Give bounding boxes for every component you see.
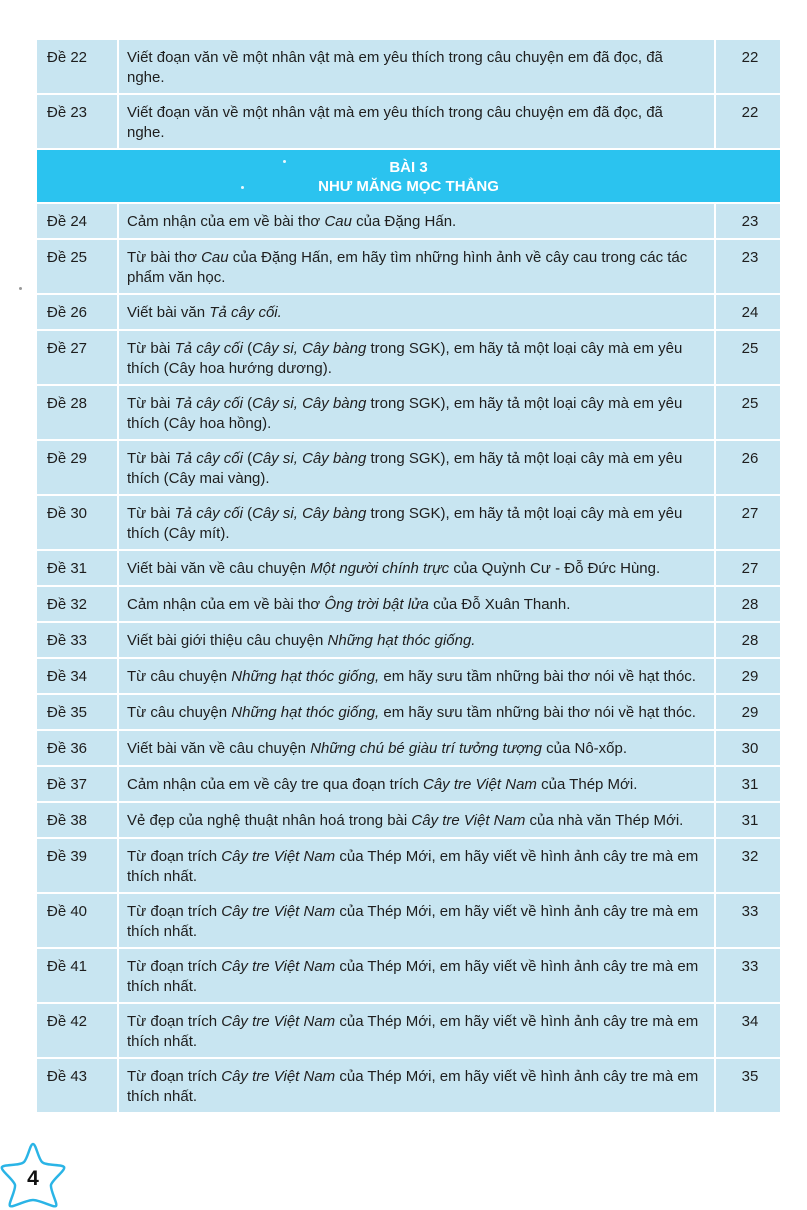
exercise-code: Đề 35 (37, 695, 119, 729)
exercise-code: Đề 33 (37, 623, 119, 657)
text-segment: ( (242, 395, 253, 412)
italic-title-segment: Cây tre Việt Nam (423, 776, 537, 793)
scan-speck (19, 287, 22, 290)
italic-title-segment: Ông trời bật lửa (324, 596, 429, 613)
text-segment: của Thép Mới, em hãy viết về hình ảnh cây tre mà em thích nhất. (127, 903, 699, 940)
page-reference: 29 (716, 659, 780, 693)
italic-title-segment: Những hạt thóc giống. (327, 632, 476, 649)
italic-title-segment: Tả cây cối. (209, 304, 282, 321)
text-segment: Viết bài văn (127, 304, 210, 321)
italic-title-segment: Cây tre Việt Nam (221, 1013, 336, 1030)
exercise-description (119, 695, 716, 729)
exercise-code: Đề 34 (37, 659, 119, 693)
exercise-code: Đề 37 (37, 767, 119, 801)
page-reference: 27 (716, 496, 780, 549)
lesson-number: BÀI 3 (389, 159, 428, 176)
table-row (37, 1059, 780, 1114)
exercise-code: Đề 42 (37, 1004, 119, 1057)
exercise-code: Đề 22 (37, 40, 119, 93)
exercise-description (119, 331, 716, 384)
text-segment: của Thép Mới. (536, 776, 638, 793)
page-reference: 24 (716, 295, 780, 329)
text-segment: trong SGK), em hãy tả một loại cây mà em yêu thích (Cây mai vàng). (127, 450, 683, 487)
header-dot (283, 160, 286, 163)
exercise-description (119, 95, 716, 148)
lesson-title: NHƯ MĂNG MỌC THẲNG (318, 178, 499, 195)
exercise-description (119, 204, 716, 238)
table-row (37, 441, 780, 496)
italic-title-segment: Một người chính trực (310, 560, 450, 577)
exercise-code: Đề 28 (37, 386, 119, 439)
text-segment: của Đặng Hấn. (351, 213, 457, 230)
text-segment: Vẻ đẹp của nghệ thuật nhân hoá trong bài (127, 812, 412, 829)
exercise-description (119, 441, 716, 494)
table-row (37, 295, 780, 331)
text-segment: ( (242, 340, 253, 357)
text-segment: Từ đoạn trích (127, 958, 222, 975)
table-row (37, 331, 780, 386)
exercise-description (119, 894, 716, 947)
table-row (37, 767, 780, 803)
table-row (37, 839, 780, 894)
text-segment: Viết đoạn văn về một nhân vật mà em yêu thích trong câu chuyện em đã đọc, đã nghe. (127, 49, 663, 86)
text-segment: Từ bài (127, 505, 175, 522)
page-reference: 27 (716, 551, 780, 585)
text-segment: ( (242, 505, 253, 522)
table-row (37, 386, 780, 441)
text-segment: của Thép Mới, em hãy viết về hình ảnh cây tre mà em thích nhất. (127, 1068, 699, 1105)
text-segment: trong SGK), em hãy tả một loại cây mà em yêu thích (Cây mít). (127, 505, 683, 542)
header-dot (241, 186, 244, 189)
text-segment: Cảm nhận của em về bài thơ (127, 213, 325, 230)
table-row (37, 803, 780, 839)
text-segment: Từ bài (127, 395, 175, 412)
table-row (37, 659, 780, 695)
text-segment: ( (242, 450, 253, 467)
text-segment: của Đỗ Xuân Thanh. (428, 596, 571, 613)
text-segment: Từ câu chuyện (127, 704, 232, 721)
page-reference: 26 (716, 441, 780, 494)
exercise-description (119, 386, 716, 439)
text-segment: Từ bài (127, 340, 175, 357)
page-reference: 22 (716, 95, 780, 148)
page-reference: 25 (716, 386, 780, 439)
italic-title-segment: Cây tre Việt Nam (221, 848, 336, 865)
italic-title-segment: Cây si, Cây bàng (252, 395, 367, 412)
exercise-description (119, 949, 716, 1002)
page-reference: 23 (716, 240, 780, 293)
italic-title-segment: Tả cây cối (174, 340, 243, 357)
text-segment: Viết đoạn văn về một nhân vật mà em yêu thích trong câu chuyện em đã đọc, đã nghe. (127, 104, 663, 141)
text-segment: Từ đoạn trích (127, 903, 222, 920)
page-reference: 31 (716, 767, 780, 801)
exercise-code: Đề 41 (37, 949, 119, 1002)
text-segment: Từ câu chuyện (127, 668, 232, 685)
text-segment: Từ bài (127, 450, 175, 467)
exercise-code: Đề 29 (37, 441, 119, 494)
exercise-code: Đề 25 (37, 240, 119, 293)
exercise-code: Đề 30 (37, 496, 119, 549)
table-row (37, 695, 780, 731)
text-segment: của Thép Mới, em hãy viết về hình ảnh cây tre mà em thích nhất. (127, 1013, 699, 1050)
exercise-description (119, 40, 716, 93)
italic-title-segment: Những hạt thóc giống, (231, 704, 380, 721)
page-reference: 23 (716, 204, 780, 238)
exercise-description (119, 731, 716, 765)
italic-title-segment: Cau (201, 249, 229, 266)
italic-title-segment: Những chú bé giàu trí tưởng tượng (310, 740, 542, 757)
italic-title-segment: Tả cây cối (174, 395, 243, 412)
page-reference: 31 (716, 803, 780, 837)
text-segment: của Nô-xốp. (541, 740, 628, 757)
table-row (37, 40, 780, 95)
exercise-code: Đề 36 (37, 731, 119, 765)
text-segment: em hãy sưu tầm những bài thơ nói về hạt thóc. (379, 668, 696, 685)
table-row (37, 1004, 780, 1059)
exercise-description (119, 496, 716, 549)
italic-title-segment: Cây si, Cây bàng (252, 340, 367, 357)
text-segment: Từ đoạn trích (127, 1068, 222, 1085)
italic-title-segment: Cây tre Việt Nam (221, 903, 336, 920)
italic-title-segment: Cây tre Việt Nam (221, 1068, 336, 1085)
italic-title-segment: Cây tre Việt Nam (221, 958, 336, 975)
exercise-description (119, 295, 716, 329)
text-segment: Viết bài văn về câu chuyện (127, 560, 311, 577)
exercise-code: Đề 27 (37, 331, 119, 384)
table-row (37, 496, 780, 551)
exercise-description (119, 1004, 716, 1057)
exercise-code: Đề 32 (37, 587, 119, 621)
exercise-code: Đề 38 (37, 803, 119, 837)
exercise-description (119, 659, 716, 693)
page-reference: 25 (716, 331, 780, 384)
page-reference: 30 (716, 731, 780, 765)
exercise-code: Đề 26 (37, 295, 119, 329)
text-segment: của nhà văn Thép Mới. (525, 812, 684, 829)
page-reference: 32 (716, 839, 780, 892)
italic-title-segment: Cây tre Việt Nam (411, 812, 526, 829)
exercise-code: Đề 23 (37, 95, 119, 148)
page-reference: 35 (716, 1059, 780, 1112)
exercise-code: Đề 43 (37, 1059, 119, 1112)
text-segment: Cảm nhận của em về bài thơ (127, 596, 325, 613)
page-reference: 28 (716, 623, 780, 657)
page-reference: 28 (716, 587, 780, 621)
table-row (37, 731, 780, 767)
exercise-description (119, 623, 716, 657)
italic-title-segment: Cây si, Cây bàng (252, 450, 367, 467)
text-segment: em hãy sưu tầm những bài thơ nói về hạt thóc. (379, 704, 696, 721)
exercise-description (119, 767, 716, 801)
text-segment: Từ đoạn trích (127, 1013, 222, 1030)
page-reference: 33 (716, 894, 780, 947)
text-segment: của Thép Mới, em hãy viết về hình ảnh cây tre mà em thích nhất. (127, 958, 699, 995)
exercise-description (119, 839, 716, 892)
page-number: 4 (27, 1167, 39, 1190)
table-row (37, 949, 780, 1004)
text-segment: Viết bài giới thiệu câu chuyện (127, 632, 328, 649)
text-segment: Từ đoạn trích (127, 848, 222, 865)
page-number-badge (0, 1140, 68, 1206)
table-row (37, 95, 780, 150)
table-row (37, 204, 780, 240)
text-segment: trong SGK), em hãy tả một loại cây mà em yêu thích (Cây hoa hướng dương). (127, 340, 683, 377)
text-segment: của Quỳnh Cư - Đỗ Đức Hùng. (449, 560, 661, 577)
rows-after-lesson (37, 204, 780, 1114)
page-reference: 29 (716, 695, 780, 729)
table-of-contents (37, 40, 780, 1114)
lesson-header (37, 150, 780, 204)
text-segment: của Thép Mới, em hãy viết về hình ảnh cây tre mà em thích nhất. (127, 848, 699, 885)
table-row (37, 551, 780, 587)
exercise-description (119, 803, 716, 837)
text-segment: của Đặng Hấn, em hãy tìm những hình ảnh về cây cau trong các tác phẩm văn học. (127, 249, 688, 286)
italic-title-segment: Cau (324, 213, 352, 230)
exercise-code: Đề 24 (37, 204, 119, 238)
text-segment: Cảm nhận của em về cây tre qua đoạn trích (127, 776, 423, 793)
exercise-description (119, 587, 716, 621)
exercise-code: Đề 40 (37, 894, 119, 947)
exercise-description (119, 240, 716, 293)
exercise-description (119, 551, 716, 585)
table-row (37, 623, 780, 659)
exercise-code: Đề 39 (37, 839, 119, 892)
page-reference: 34 (716, 1004, 780, 1057)
italic-title-segment: Tả cây cối (174, 450, 243, 467)
rows-before-lesson (37, 40, 780, 150)
text-segment: Viết bài văn về câu chuyện (127, 740, 311, 757)
table-row (37, 240, 780, 295)
page-reference: 33 (716, 949, 780, 1002)
italic-title-segment: Tả cây cối (174, 505, 243, 522)
italic-title-segment: Cây si, Cây bàng (252, 505, 367, 522)
text-segment: Từ bài thơ (127, 249, 202, 266)
exercise-description (119, 1059, 716, 1112)
table-row (37, 894, 780, 949)
exercise-code: Đề 31 (37, 551, 119, 585)
text-segment: trong SGK), em hãy tả một loại cây mà em yêu thích (Cây hoa hồng). (127, 395, 683, 432)
page-reference: 22 (716, 40, 780, 93)
table-row (37, 587, 780, 623)
italic-title-segment: Những hạt thóc giống, (231, 668, 380, 685)
